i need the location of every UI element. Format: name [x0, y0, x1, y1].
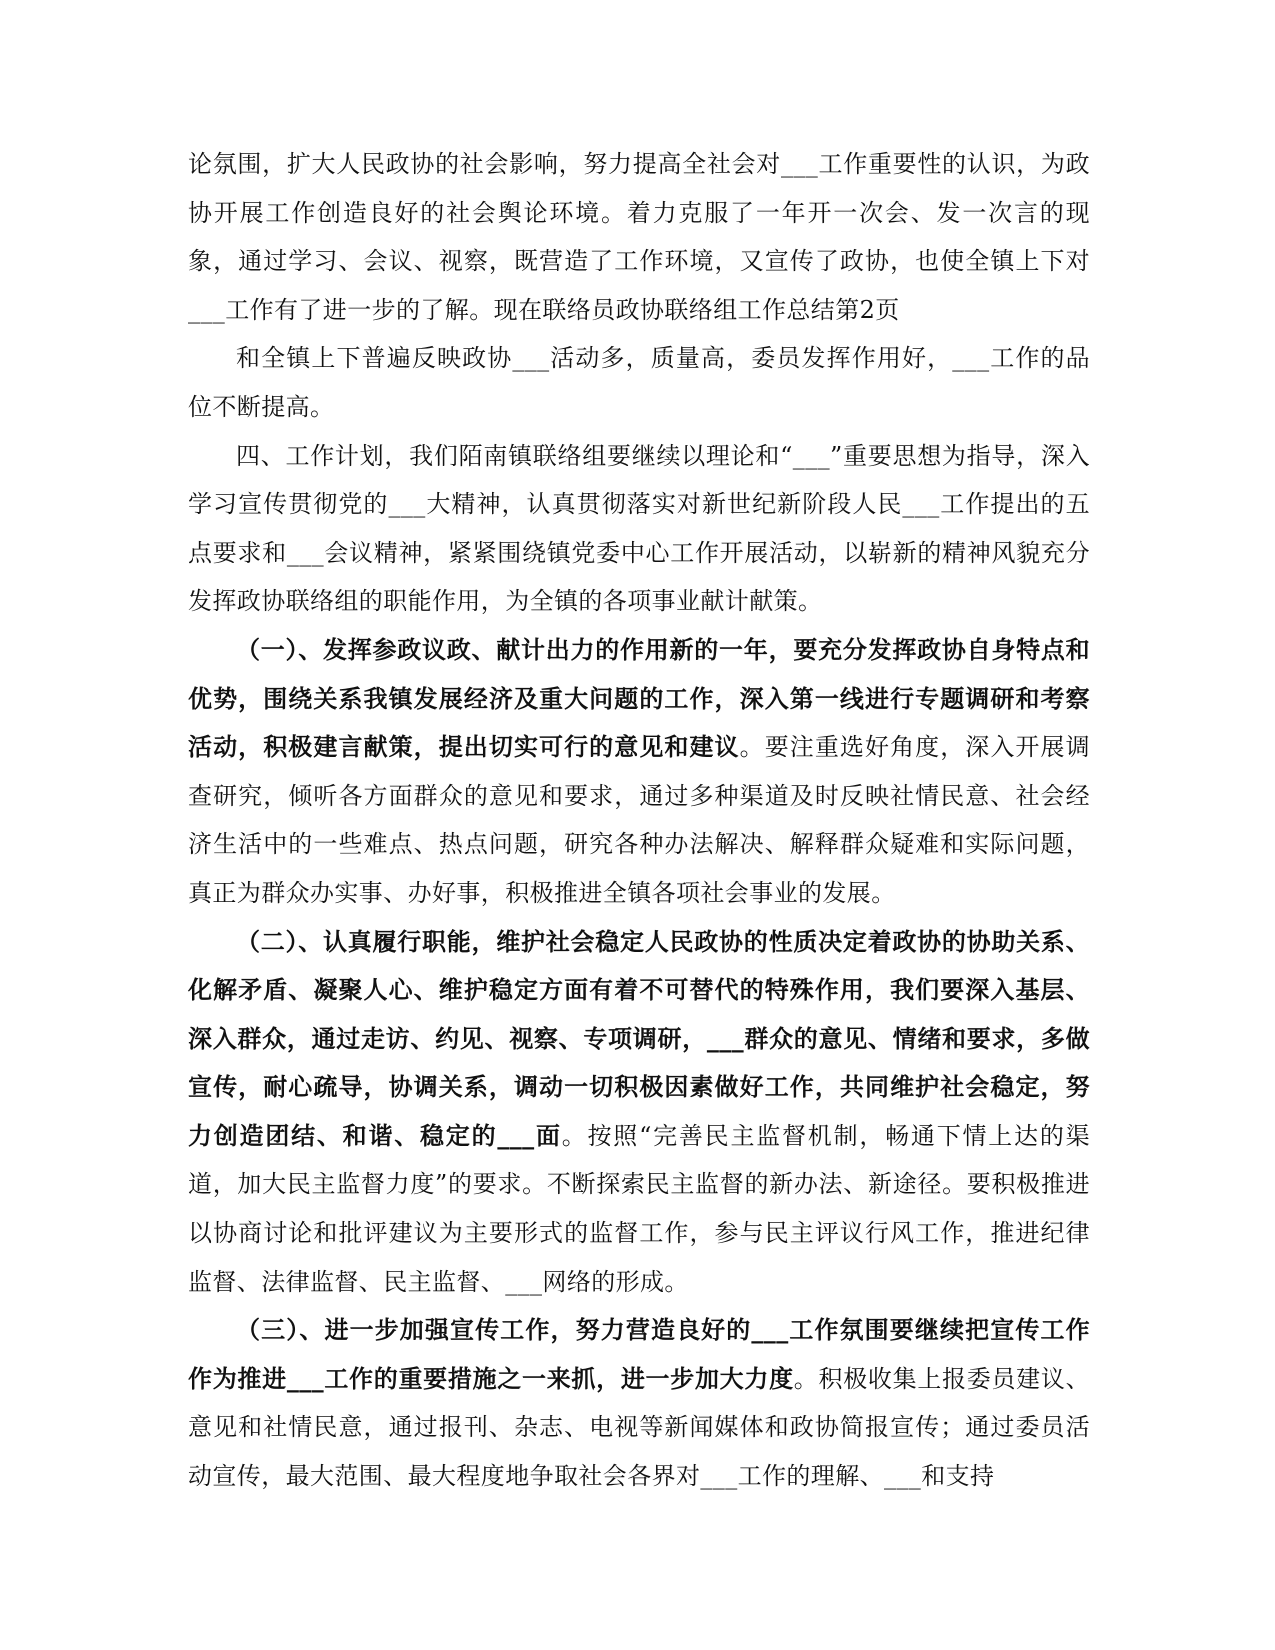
- section-three-body: 。积极收集上报委员建议、意见和社情民意，通过报刊、杂志、电视等新闻媒体和政协简报宣传；通过委员活动宣传，最大范围、最大程度地争取社会各界对___工作的理解、___和支持: [188, 1364, 1090, 1491]
- paragraph-6-section-three: [188, 1306, 1090, 1500]
- paragraph-3-text: 四、工作计划，我们陌南镇联络组要继续以理论和“___”重要思想为指导，深入学习宣传贯彻党的___大精神，认真贯彻落实对新世纪新阶段人民___工作提出的五点要求和___会议精神，紧紧围绕镇党委中心工作开展活动，以崭新的精神风貌充分发挥政协联络组的职能作用，为全镇的各项事业献计献策。: [188, 441, 1090, 616]
- section-two-heading: （二）、认真履行职能，维护社会稳定人民政协的性质决定着政协的协助关系、化解矛盾、凝聚人心、维护稳定方面有着不可替代的特殊作用，我们要深入基层、深入群众，通过走访、约见、视察、专项调研，___群众的意见、情绪和要求，多做宣传，耐心疏导，协调关系，调动一切积极因素做好工作，共同维护社会稳定，努力创造团结、和谐、稳定的___面: [188, 926, 1090, 1150]
- paragraph-2-text: 和全镇上下普遍反映政协___活动多，质量高，委员发挥作用好，___工作的品位不断提高。: [188, 344, 1090, 421]
- document-page: [188, 140, 1090, 1501]
- paragraph-5-section-two: [188, 918, 1090, 1307]
- section-three-heading: （三）、进一步加强宣传工作，努力营造良好的___工作氛围要继续把宣传工作作为推进___工作的重要措施之一来抓，进一步加大力度: [188, 1315, 1090, 1393]
- section-one-heading: （一）、发挥参政议政、献计出力的作用新的一年，要充分发挥政协自身特点和优势，围绕关系我镇发展经济及重大问题的工作，深入第一线进行专题调研和考察活动，积极建言献策，提出切实可行的意见和建议: [188, 634, 1090, 762]
- paragraph-3-work-plan: [188, 432, 1090, 626]
- section-one-body: 。要注重选好角度，深入开展调查研究，倾听各方面群众的意见和要求，通过多种渠道及时反映社情民意、社会经济生活中的一些难点、热点问题，研究各种办法解决、解释群众疑难和实际问题，真正为群众办实事、办好事，积极推进全镇各项社会事业的发展。: [188, 733, 1090, 907]
- section-two-body: 。按照“完善民主监督机制，畅通下情上达的渠道，加大民主监督力度”的要求。不断探索民主监督的新办法、新途径。要积极推进以协商讨论和批评建议为主要形式的监督工作，参与民主评议行风工作，推进纪律监督、法律监督、民主监督、___网络的形成。: [188, 1121, 1091, 1296]
- paragraph-2: [188, 334, 1090, 431]
- paragraph-4-section-one: [188, 626, 1090, 918]
- paragraph-1: [188, 140, 1090, 334]
- paragraph-1-text: 论氛围，扩大人民政协的社会影响，努力提高全社会对___工作重要性的认识，为政协开展工作创造良好的社会舆论环境。着力克服了一年开一次会、发一次言的现象，通过学习、会议、视察，既营造了工作环境，又宣传了政协，也使全镇上下对___工作有了进一步的了解。现在联络员政协联络组工作总结第2页: [188, 150, 1090, 324]
